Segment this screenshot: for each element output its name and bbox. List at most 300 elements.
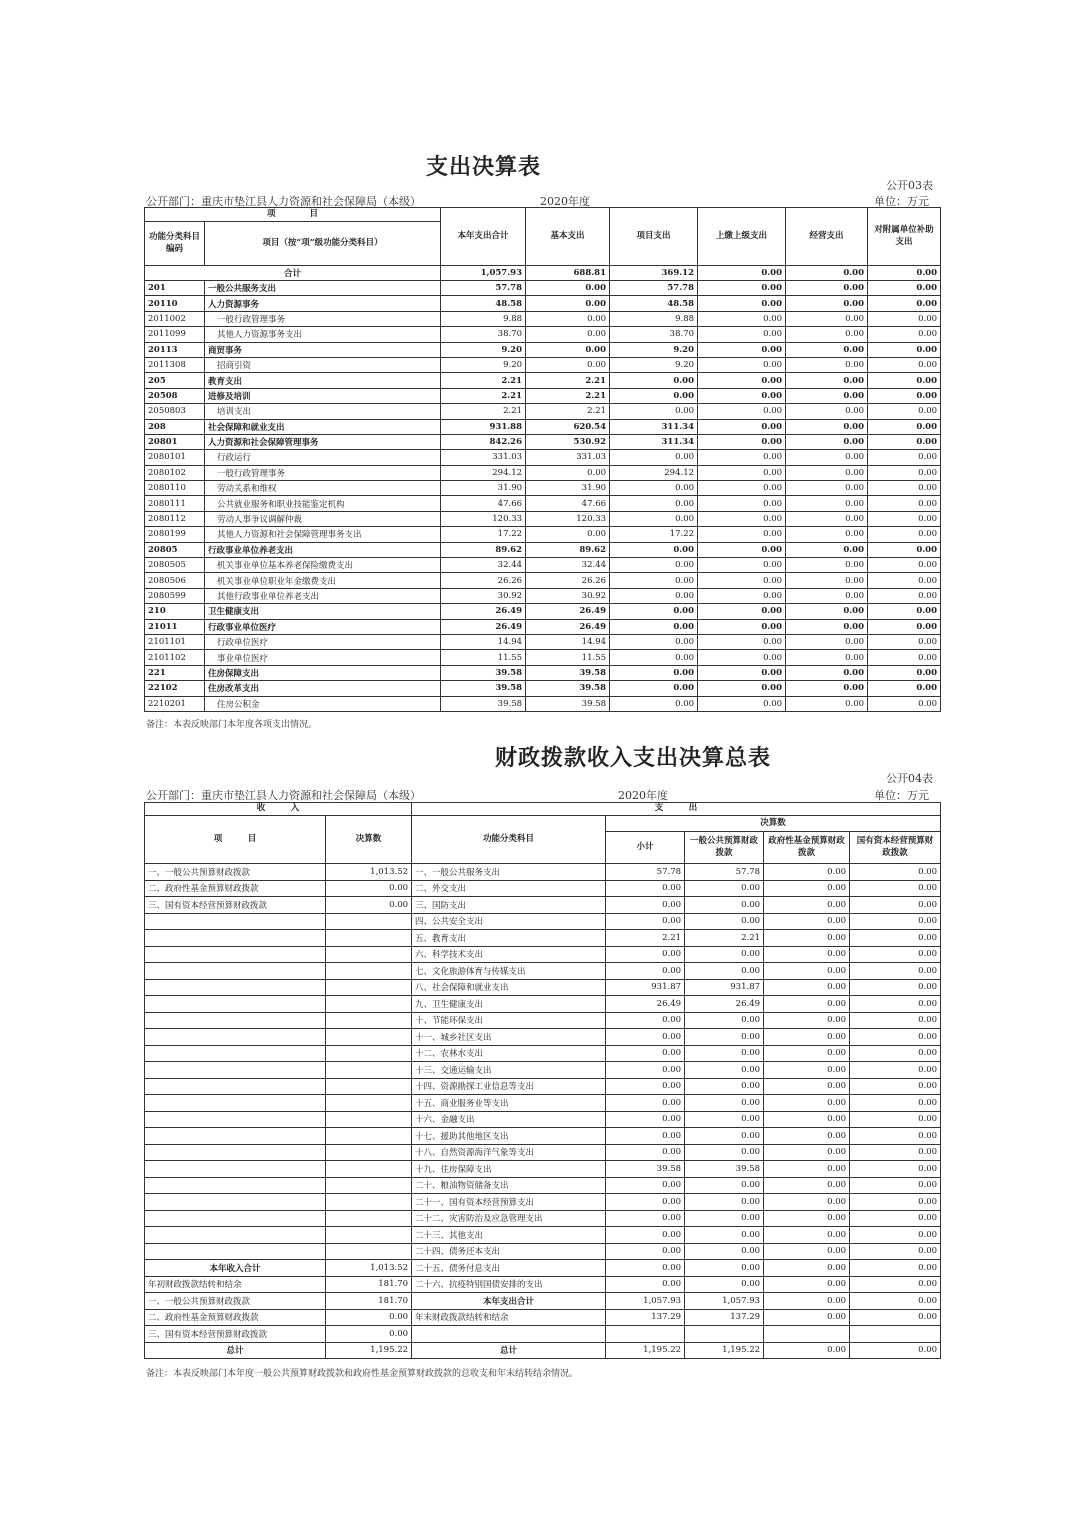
t2-row-income-item: 二、政府性基金预算财政拨款	[145, 880, 326, 897]
t2-row-income-amount	[326, 930, 412, 947]
t2-row-income-item: 本年收入合计	[145, 1260, 326, 1277]
t2-header-item: 项 目	[145, 816, 326, 864]
t1-row-value: 0.00	[868, 650, 941, 665]
t2-row-expense-value: 2.21	[606, 930, 685, 947]
t2-row-expense-value: 0.00	[606, 1194, 685, 1211]
t1-row-name: 行政单位医疗	[205, 634, 441, 649]
t1-total-value: 369.12	[610, 266, 698, 281]
t1-row-value: 0.00	[868, 527, 941, 542]
t2-row-income-amount: 181.70	[326, 1276, 412, 1293]
t2-year: 2020年度	[618, 789, 668, 802]
t2-row-income-item	[145, 1095, 326, 1112]
t2-row-expense-value: 0.00	[850, 897, 941, 914]
t2-row-expense-value: 0.00	[850, 963, 941, 980]
t1-row	[145, 496, 941, 511]
t2-row-income-amount	[326, 1243, 412, 1260]
t2-row-expense-value: 0.00	[685, 1210, 764, 1227]
t1-row-value: 0.00	[786, 696, 868, 711]
t2-row-income-item: 总计	[145, 1342, 326, 1359]
t1-row-value: 0.00	[698, 588, 786, 603]
t2-row	[145, 1309, 941, 1326]
t1-row-value: 0.00	[868, 634, 941, 649]
t1-row-name: 教育支出	[205, 373, 441, 388]
t2-row-expense-value: 0.00	[685, 946, 764, 963]
t1-row-value: 0.00	[698, 604, 786, 619]
t1-row-value: 2.21	[441, 373, 526, 388]
t1-row-value: 0.00	[610, 619, 698, 634]
t2-row-expense-value: 0.00	[764, 1177, 850, 1194]
t1-row-value: 294.12	[441, 465, 526, 480]
t2-row-expense-value: 0.00	[606, 1227, 685, 1244]
t1-row-value: 842.26	[441, 434, 526, 449]
t2-row-expense-value: 0.00	[606, 1078, 685, 1095]
t1-row	[145, 511, 941, 526]
t2-row-expense-value: 0.00	[685, 1095, 764, 1112]
t2-header-amount: 决算数	[326, 816, 412, 864]
t1-row-value: 9.20	[441, 342, 526, 357]
t2-row-expense-value: 0.00	[764, 1243, 850, 1260]
t2-row-expense-value: 0.00	[764, 1227, 850, 1244]
t2-row-expense-value: 0.00	[850, 1210, 941, 1227]
t1-row-value: 2.21	[526, 373, 610, 388]
t1-row	[145, 465, 941, 480]
t2-row-expense-value: 0.00	[606, 1177, 685, 1194]
t2-row-expense-value: 0.00	[850, 1243, 941, 1260]
t2-header-sub-fund: 政府性基金预算财政拨款	[764, 832, 850, 864]
t1-row-value: 120.33	[441, 511, 526, 526]
t2-row-expense-value: 0.00	[850, 1144, 941, 1161]
t2-row-expense-value: 0.00	[606, 1012, 685, 1029]
t1-row-code: 2011002	[145, 311, 205, 326]
t2-row-expense-value: 0.00	[606, 897, 685, 914]
t1-row-value: 11.55	[526, 650, 610, 665]
t2-row-expense-item: 二、外交支出	[412, 880, 606, 897]
t2-row	[145, 1293, 941, 1310]
t1-row-value: 17.22	[441, 527, 526, 542]
t1-row-value: 0.00	[610, 681, 698, 696]
t2-row-expense-value: 0.00	[850, 1260, 941, 1277]
t2-row-expense-value: 0.00	[606, 1045, 685, 1062]
t1-row-name: 人力资源和社会保障管理事务	[205, 434, 441, 449]
t2-row-income-item	[145, 1128, 326, 1145]
t2-row-income-amount	[326, 913, 412, 930]
t1-row-value: 0.00	[868, 357, 941, 372]
t2-row	[145, 864, 941, 881]
t1-row-code: 20508	[145, 388, 205, 403]
t1-row-value: 0.00	[786, 311, 868, 326]
t2-row-expense-value: 0.00	[606, 1276, 685, 1293]
t2-row-expense-value: 0.00	[685, 1177, 764, 1194]
t2-row-expense-value: 0.00	[764, 1128, 850, 1145]
t2-title: 财政拨款收入支出决算总表	[495, 745, 772, 771]
t2-row-expense-item: 本年支出合计	[412, 1293, 606, 1310]
t1-row-value: 0.00	[698, 434, 786, 449]
t2-row-expense-value: 0.00	[685, 1227, 764, 1244]
t2-row-expense-value: 26.49	[685, 996, 764, 1013]
t1-row-value: 0.00	[610, 588, 698, 603]
t1-row-value: 0.00	[526, 281, 610, 296]
t1-row-value: 0.00	[786, 542, 868, 557]
t2-row-expense-value: 0.00	[606, 1210, 685, 1227]
t2-row	[145, 913, 941, 930]
t2-row-expense-value: 0.00	[685, 897, 764, 914]
t2-row-income-amount	[326, 996, 412, 1013]
t1-row-value: 0.00	[698, 681, 786, 696]
t1-row-value: 39.58	[441, 696, 526, 711]
t1-row-value: 0.00	[786, 681, 868, 696]
t2-row-expense-value: 0.00	[764, 946, 850, 963]
t2-row-expense-value: 0.00	[850, 1161, 941, 1178]
t1-row-value: 0.00	[868, 311, 941, 326]
t1-row-value: 0.00	[868, 388, 941, 403]
t1-row-value: 2.21	[441, 404, 526, 419]
t1-row-code: 2011099	[145, 327, 205, 342]
t2-row-expense-value: 0.00	[606, 913, 685, 930]
t1-row	[145, 373, 941, 388]
t1-row-value: 0.00	[786, 450, 868, 465]
t1-row-value: 0.00	[698, 558, 786, 573]
t2-row-expense-item: 十八、自然资源海洋气象等支出	[412, 1144, 606, 1161]
t1-row-value: 120.33	[526, 511, 610, 526]
t1-row-value: 38.70	[610, 327, 698, 342]
t2-row	[145, 897, 941, 914]
t2-row-expense-value: 0.00	[685, 1029, 764, 1046]
t1-title: 支出决算表	[426, 154, 542, 180]
t1-row-value: 0.00	[526, 327, 610, 342]
t1-row-name: 招商引资	[205, 357, 441, 372]
t1-row-value: 0.00	[698, 665, 786, 680]
t2-row	[145, 1276, 941, 1293]
t2-row-income-item	[145, 1144, 326, 1161]
t1-row-value: 39.58	[441, 681, 526, 696]
t1-row-value: 620.54	[526, 419, 610, 434]
t2-row-expense-value: 0.00	[764, 1029, 850, 1046]
t2-row-expense-value: 0.00	[685, 1194, 764, 1211]
t1-row-value: 9.20	[441, 357, 526, 372]
t2-row-income-item	[145, 1210, 326, 1227]
t1-row	[145, 665, 941, 680]
t1-row	[145, 527, 941, 542]
t2-row-income-amount	[326, 1128, 412, 1145]
t1-row-value: 0.00	[868, 604, 941, 619]
t2-row-income-amount	[326, 1062, 412, 1079]
t2-row-expense-item: 二十六、抗疫特别国债安排的支出	[412, 1276, 606, 1293]
t1-row-value: 0.00	[868, 296, 941, 311]
t1-row-value: 0.00	[698, 419, 786, 434]
t2-row-expense-item: 七、文化旅游体育与传媒支出	[412, 963, 606, 980]
t1-row-value: 30.92	[441, 588, 526, 603]
t1-row-value: 0.00	[868, 665, 941, 680]
t1-row	[145, 419, 941, 434]
t1-row-name: 商贸事务	[205, 342, 441, 357]
t1-row-value: 0.00	[698, 281, 786, 296]
t1-row-value: 30.92	[526, 588, 610, 603]
t2-row-expense-value: 0.00	[850, 1128, 941, 1145]
t1-row-value: 0.00	[786, 496, 868, 511]
t1-row-code: 2080101	[145, 450, 205, 465]
t2-row-expense-value: 0.00	[850, 1095, 941, 1112]
t2-note: 备注：本表反映部门本年度一般公共预算财政拨款和政府性基金预算财政拨款的总收支和年末结转结余情况。	[146, 1369, 579, 1379]
t2-row-income-item: 二、政府性基金预算财政拨款	[145, 1309, 326, 1326]
t2-row-expense-value: 0.00	[764, 1194, 850, 1211]
t1-row-value: 0.00	[610, 404, 698, 419]
t2-header-func: 功能分类科目	[412, 816, 606, 864]
t2-row-expense-value: 0.00	[850, 979, 941, 996]
t2-row-expense-value: 1,195.22	[606, 1342, 685, 1359]
t2-row-income-amount	[326, 946, 412, 963]
t1-row-value: 17.22	[610, 527, 698, 542]
t1-row-value: 39.58	[526, 665, 610, 680]
t1-row-code: 2080599	[145, 588, 205, 603]
t2-row	[145, 946, 941, 963]
t2-row-income-item	[145, 946, 326, 963]
t2-row	[145, 880, 941, 897]
t2-row-income-amount	[326, 1194, 412, 1211]
t1-row-value: 0.00	[786, 281, 868, 296]
t2-row-expense-value: 931.87	[685, 979, 764, 996]
t1-row-name: 行政事业单位养老支出	[205, 542, 441, 557]
t2-row-expense-value: 0.00	[685, 1243, 764, 1260]
t2-row-income-item	[145, 1078, 326, 1095]
t1-row-code: 2011308	[145, 357, 205, 372]
t2-row-expense-value: 0.00	[850, 880, 941, 897]
t1-row-value: 0.00	[786, 465, 868, 480]
t1-row-name: 住房改革支出	[205, 681, 441, 696]
t2-row-expense-value: 0.00	[850, 1078, 941, 1095]
t2-row-expense-value: 0.00	[764, 996, 850, 1013]
t1-row-code: 2080506	[145, 573, 205, 588]
t1-row-value: 0.00	[868, 281, 941, 296]
t1-row-value: 0.00	[610, 665, 698, 680]
t2-dept: 公开部门：重庆市垫江县人力资源和社会保障局（本级）	[146, 789, 421, 802]
t2-row-expense-value: 0.00	[764, 1062, 850, 1079]
t2-row	[145, 1012, 941, 1029]
t1-row-value: 0.00	[786, 388, 868, 403]
t1-row-value: 0.00	[610, 373, 698, 388]
t1-row-value: 0.00	[526, 296, 610, 311]
t1-row-value: 31.90	[526, 481, 610, 496]
t2-row-expense-item: 三、国防支出	[412, 897, 606, 914]
t1-row-value: 931.88	[441, 419, 526, 434]
t2-table	[144, 802, 941, 1359]
t1-unit: 单位：万元	[874, 195, 929, 208]
t1-row-value: 14.94	[526, 634, 610, 649]
t2-row-expense-value: 0.00	[764, 897, 850, 914]
t2-row-income-item: 一、一般公共预算财政拨款	[145, 864, 326, 881]
t2-row-expense-value: 0.00	[764, 1144, 850, 1161]
t1-total-value: 0.00	[868, 266, 941, 281]
t2-row-expense-value: 39.58	[685, 1161, 764, 1178]
t2-row-income-item	[145, 1062, 326, 1079]
t2-row	[145, 1194, 941, 1211]
t2-row	[145, 1029, 941, 1046]
t1-row-value: 0.00	[786, 604, 868, 619]
t2-row-expense-item: 十六、金融支出	[412, 1111, 606, 1128]
t2-row-expense-value: 0.00	[850, 946, 941, 963]
t2-row-income-amount: 0.00	[326, 1309, 412, 1326]
t2-row-expense-value: 0.00	[850, 930, 941, 947]
t1-row-name: 行政事业单位医疗	[205, 619, 441, 634]
t1-row-value: 0.00	[698, 404, 786, 419]
t1-row-value: 9.88	[610, 311, 698, 326]
t1-row-name: 住房保障支出	[205, 665, 441, 680]
t1-row-name: 其他人力资源和社会保障管理事务支出	[205, 527, 441, 542]
t2-row-income-amount	[326, 1111, 412, 1128]
t1-row-code: 20805	[145, 542, 205, 557]
t2-row-expense-item: 二十二、灾害防治及应急管理支出	[412, 1210, 606, 1227]
t1-row	[145, 588, 941, 603]
t1-row-value: 57.78	[441, 281, 526, 296]
t1-row-value: 0.00	[610, 696, 698, 711]
t1-row-value: 0.00	[786, 527, 868, 542]
t2-row-expense-item: 十九、住房保障支出	[412, 1161, 606, 1178]
t2-row-expense-value: 0.00	[764, 1095, 850, 1112]
t1-row-name: 劳动关系和维权	[205, 481, 441, 496]
t2-row-expense-value: 0.00	[606, 1029, 685, 1046]
t1-row-value: 0.00	[786, 573, 868, 588]
t2-row-income-item: 年初财政拨款结转和结余	[145, 1276, 326, 1293]
t1-row-value: 0.00	[698, 619, 786, 634]
t2-row-expense-value: 0.00	[764, 1045, 850, 1062]
t1-row-code: 2080505	[145, 558, 205, 573]
t1-row-code: 2210201	[145, 696, 205, 711]
t2-row-expense-value: 0.00	[685, 1144, 764, 1161]
t2-row-expense-value: 0.00	[850, 913, 941, 930]
t1-row-value: 89.62	[526, 542, 610, 557]
t2-row-expense-value: 0.00	[606, 1128, 685, 1145]
t1-row-value: 0.00	[786, 650, 868, 665]
t1-row-name: 公共就业服务和职业技能鉴定机构	[205, 496, 441, 511]
t1-row	[145, 296, 941, 311]
t2-header-sub-state-capital: 国有资本经营预算财政拨款	[850, 832, 941, 864]
t2-row-expense-value: 0.00	[764, 1111, 850, 1128]
t1-row-name: 机关事业单位职业年金缴费支出	[205, 573, 441, 588]
t1-row-name: 其他人力资源事务支出	[205, 327, 441, 342]
t1-row-value: 26.26	[441, 573, 526, 588]
t2-row-expense-value: 137.29	[606, 1309, 685, 1326]
t2-row-income-item	[145, 996, 326, 1013]
t2-row-income-amount: 0.00	[326, 1326, 412, 1343]
t1-header-col-1: 基本支出	[526, 208, 610, 266]
t2-row-expense-value: 0.00	[764, 880, 850, 897]
t1-row-value: 0.00	[698, 527, 786, 542]
t2-row-expense-item: 总计	[412, 1342, 606, 1359]
t2-row	[145, 1260, 941, 1277]
t1-row-name: 住房公积金	[205, 696, 441, 711]
t2-row-expense-value: 0.00	[764, 1260, 850, 1277]
t1-row-value: 47.66	[441, 496, 526, 511]
t1-row	[145, 604, 941, 619]
t2-row-expense-value: 0.00	[850, 996, 941, 1013]
t1-row-code: 22102	[145, 681, 205, 696]
t2-row-expense-value: 0.00	[685, 1276, 764, 1293]
t1-row-value: 0.00	[868, 481, 941, 496]
t1-row-code: 2080199	[145, 527, 205, 542]
t2-row-expense-value: 0.00	[685, 1111, 764, 1128]
t2-row-income-item	[145, 1243, 326, 1260]
t2-row-income-amount: 0.00	[326, 897, 412, 914]
t1-row-name: 一般行政管理事务	[205, 311, 441, 326]
t1-row	[145, 342, 941, 357]
t2-row-income-amount	[326, 963, 412, 980]
t2-header-sub-general: 一般公共预算财政拨款	[685, 832, 764, 864]
t2-row	[145, 963, 941, 980]
t1-row-value: 0.00	[698, 357, 786, 372]
t1-row-value: 31.90	[441, 481, 526, 496]
t2-row-expense-value: 0.00	[850, 1227, 941, 1244]
t1-row-value: 0.00	[610, 481, 698, 496]
t1-row-value: 0.00	[610, 542, 698, 557]
t1-header-col-2: 项目支出	[610, 208, 698, 266]
t1-row-value: 0.00	[786, 342, 868, 357]
t1-row-value: 0.00	[868, 511, 941, 526]
t1-year: 2020年度	[540, 195, 590, 208]
t2-row	[145, 1095, 941, 1112]
t2-row-income-amount	[326, 1078, 412, 1095]
t1-row-value: 311.34	[610, 419, 698, 434]
t2-row	[145, 1177, 941, 1194]
t1-row-name: 进修及培训	[205, 388, 441, 403]
t1-row-value: 11.55	[441, 650, 526, 665]
t1-row-value: 0.00	[698, 327, 786, 342]
t2-row-income-item	[145, 979, 326, 996]
t2-row-expense-value: 0.00	[764, 913, 850, 930]
t1-row	[145, 388, 941, 403]
t1-row-value: 38.70	[441, 327, 526, 342]
t2-row-income-item	[145, 1029, 326, 1046]
t1-row	[145, 357, 941, 372]
t2-header-sub-subtotal: 小计	[606, 832, 685, 864]
t1-row-value: 0.00	[868, 342, 941, 357]
t2-row-expense-value: 0.00	[606, 1144, 685, 1161]
t2-row-expense-value: 0.00	[764, 1309, 850, 1326]
t1-row-value: 0.00	[868, 434, 941, 449]
t2-row-expense-item: 二十一、国有资本经营预算支出	[412, 1194, 606, 1211]
t2-row-expense-item: 二十、粮油物资储备支出	[412, 1177, 606, 1194]
t2-row-expense-value: 0.00	[850, 1342, 941, 1359]
t2-row-expense-item: 二十三、其他支出	[412, 1227, 606, 1244]
t1-row	[145, 327, 941, 342]
t1-row-value: 26.26	[526, 573, 610, 588]
t1-row-code: 2101102	[145, 650, 205, 665]
t1-header-name: 项目（按“项”级功能分类科目）	[205, 222, 441, 266]
t1-row-value: 0.00	[786, 588, 868, 603]
t2-row	[145, 930, 941, 947]
t1-row-value: 39.58	[526, 681, 610, 696]
t2-row	[145, 1128, 941, 1145]
t1-row-value: 0.00	[868, 404, 941, 419]
t1-row-value: 0.00	[526, 465, 610, 480]
t1-form-no: 公开03表	[886, 179, 933, 192]
t2-row-expense-value: 0.00	[685, 1062, 764, 1079]
t1-row-value: 294.12	[610, 465, 698, 480]
t1-row-value: 0.00	[698, 481, 786, 496]
t1-row-code: 2050803	[145, 404, 205, 419]
t2-row-income-amount	[326, 1177, 412, 1194]
t2-row-expense-value: 57.78	[685, 864, 764, 881]
t2-row-expense-item: 六、科学技术支出	[412, 946, 606, 963]
t2-row-income-amount	[326, 1210, 412, 1227]
t2-row-expense-value: 0.00	[850, 1276, 941, 1293]
t1-row-value: 2.21	[441, 388, 526, 403]
t2-row-income-amount: 0.00	[326, 880, 412, 897]
t1-row-value: 0.00	[868, 696, 941, 711]
t2-row-expense-value: 0.00	[685, 1260, 764, 1277]
t1-row-value: 0.00	[786, 634, 868, 649]
t1-row-value: 311.34	[610, 434, 698, 449]
t2-row	[145, 1111, 941, 1128]
t1-row-value: 47.66	[526, 496, 610, 511]
